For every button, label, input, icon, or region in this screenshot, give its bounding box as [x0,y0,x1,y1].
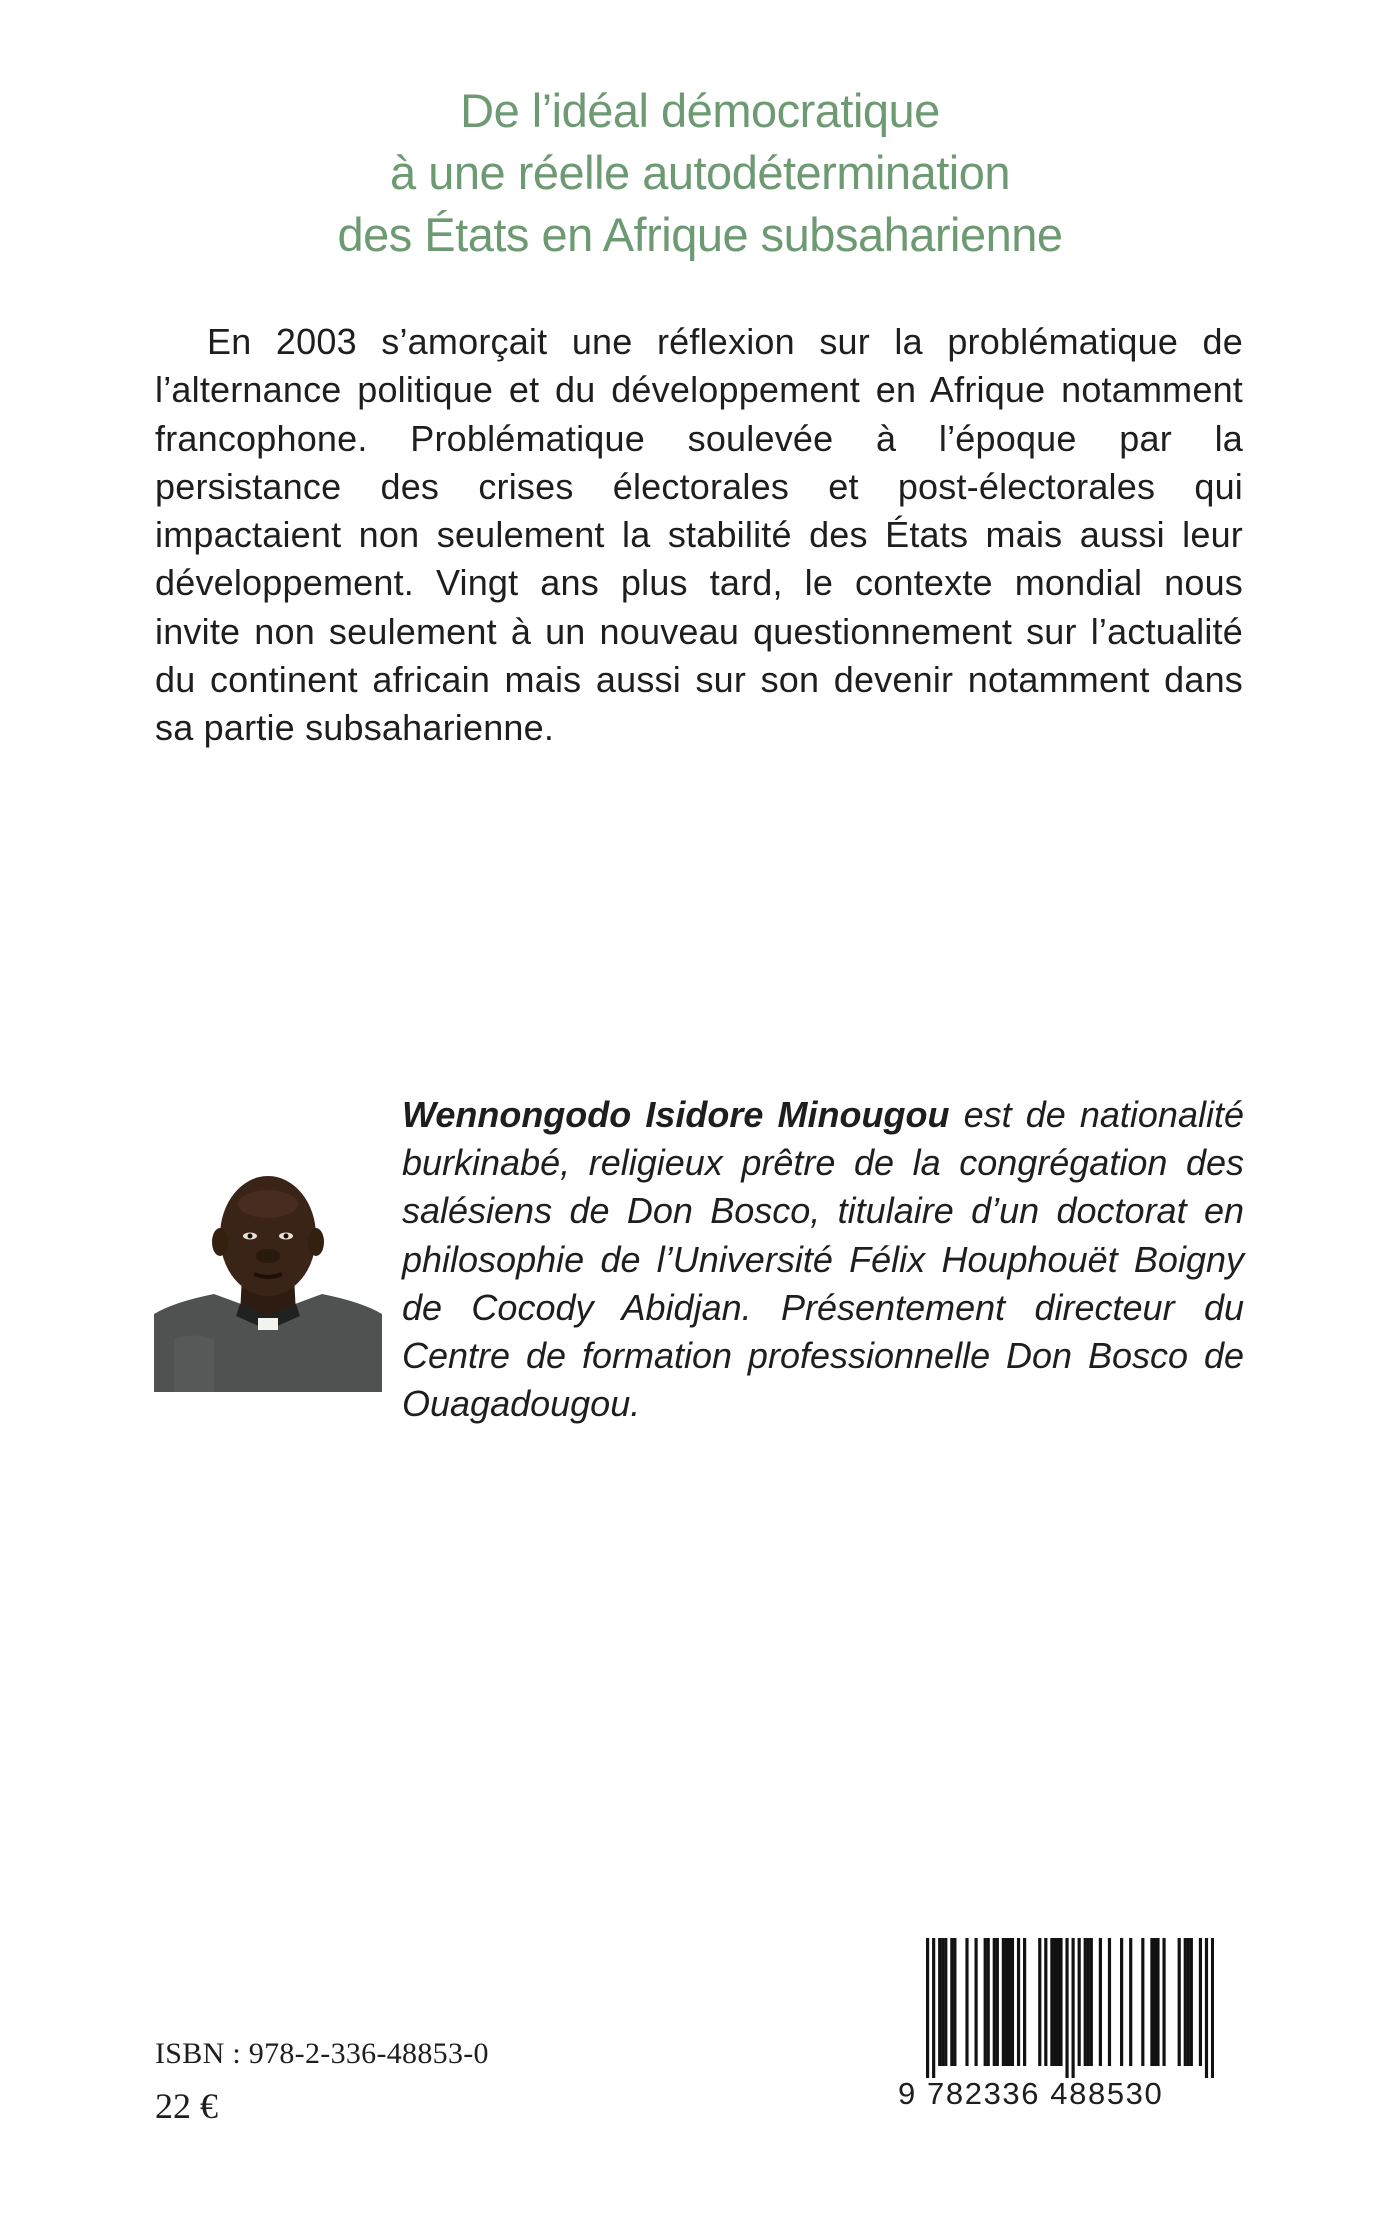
book-title [0,80,1400,266]
barcode-bar [1044,1938,1047,2066]
isbn: ISBN : 978-2-336-48853-0 [155,2037,489,2070]
barcode-bar [965,1938,968,2066]
barcode-bar [993,1938,996,2066]
barcode-bar [1129,1938,1132,2066]
barcode-digits: 9 782336 488530 [898,2076,1164,2111]
barcode-bar [1023,1938,1026,2066]
barcode-bar [932,1938,935,2078]
barcode-bar [975,1938,978,2066]
barcode-bar [1084,1938,1087,2066]
barcode-bar [1190,1938,1193,2066]
barcode-bar [1017,1938,1020,2066]
barcode-bar [1178,1938,1181,2066]
barcode-bar [1002,1938,1005,2066]
barcode-bars [926,1938,1214,2078]
barcode-bar [1072,1938,1075,2078]
barcode-bar [1141,1938,1144,2066]
barcode-bar [1187,1938,1190,2066]
title-line-2: à une réelle autodétermination [390,146,1010,199]
title-line-1: De l’idéal démocratique [460,84,940,137]
author-portrait-image [154,1164,382,1392]
author-photo [154,1164,382,1392]
barcode-bar [987,1938,990,2066]
barcode-bar [1120,1938,1123,2066]
barcode-bar [1005,1938,1008,2066]
barcode-bar [1059,1938,1062,2066]
author-bio [402,1091,1244,1428]
barcode-bar [1038,1938,1041,2066]
barcode-bar [1153,1938,1156,2066]
barcode-bar [1108,1938,1111,2066]
barcode-bar [1156,1938,1159,2066]
barcode-bar [1065,1938,1068,2078]
barcode-bar [938,1938,941,2066]
barcode-bar [1008,1938,1011,2066]
barcode-bar [941,1938,944,2066]
price: 22 € [155,2086,218,2126]
book-summary: En 2003 s’amorçait une réflexion sur la problématique de l’alternance politique et du développement en Afrique notamment francophone. Problématique soulevée à l’époque par la persistance des crises électorales et post-électorales qui impactaient non seulement la stabilité des États mais aussi leur développement. Vingt ans plus tard, le contexte mondial nous invite non seulement à un nouveau questionnement sur l’actualité du continent africain mais aussi sur son devenir notamment dans sa partie subsaharienne. [155,321,1243,749]
barcode-bar [996,1938,999,2066]
barcode-bar [1056,1938,1059,2066]
author-name: Wennongodo Isidore Minougou [402,1094,950,1135]
barcode-bar [1090,1938,1093,2066]
barcode-bar [1184,1938,1187,2066]
barcode-bar [953,1938,956,2066]
barcode-bar [1011,1938,1014,2066]
barcode-bar [1199,1938,1202,2066]
barcode-bar [1050,1938,1053,2066]
barcode-bar [1099,1938,1102,2066]
author-bio-text: est de nationalité burkinabé, religieux prêtre de la congrégation des salésiens de Don Bosco, titulaire d’un doctorat en philosophie de l’Université Félix Houphouët Boigny de Cocody Abidjan. Présentement directeur du Centre de formation professionnelle Don Bosco de Ouagadougou. [402,1094,1244,1425]
barcode [898,1934,1220,2114]
barcode-bar [1087,1938,1090,2066]
barcode-bar [950,1938,953,2066]
barcode-bar [926,1938,929,2078]
barcode-bar [944,1938,947,2066]
barcode-bar [1211,1938,1214,2078]
barcode-bar [1078,1938,1081,2066]
barcode-bar [984,1938,987,2066]
barcode-bar [1162,1938,1165,2066]
barcode-bar [1150,1938,1153,2066]
barcode-bar [1205,1938,1208,2078]
title-line-3: des États en Afrique subsaharienne [337,208,1063,261]
barcode-bar [1053,1938,1056,2066]
